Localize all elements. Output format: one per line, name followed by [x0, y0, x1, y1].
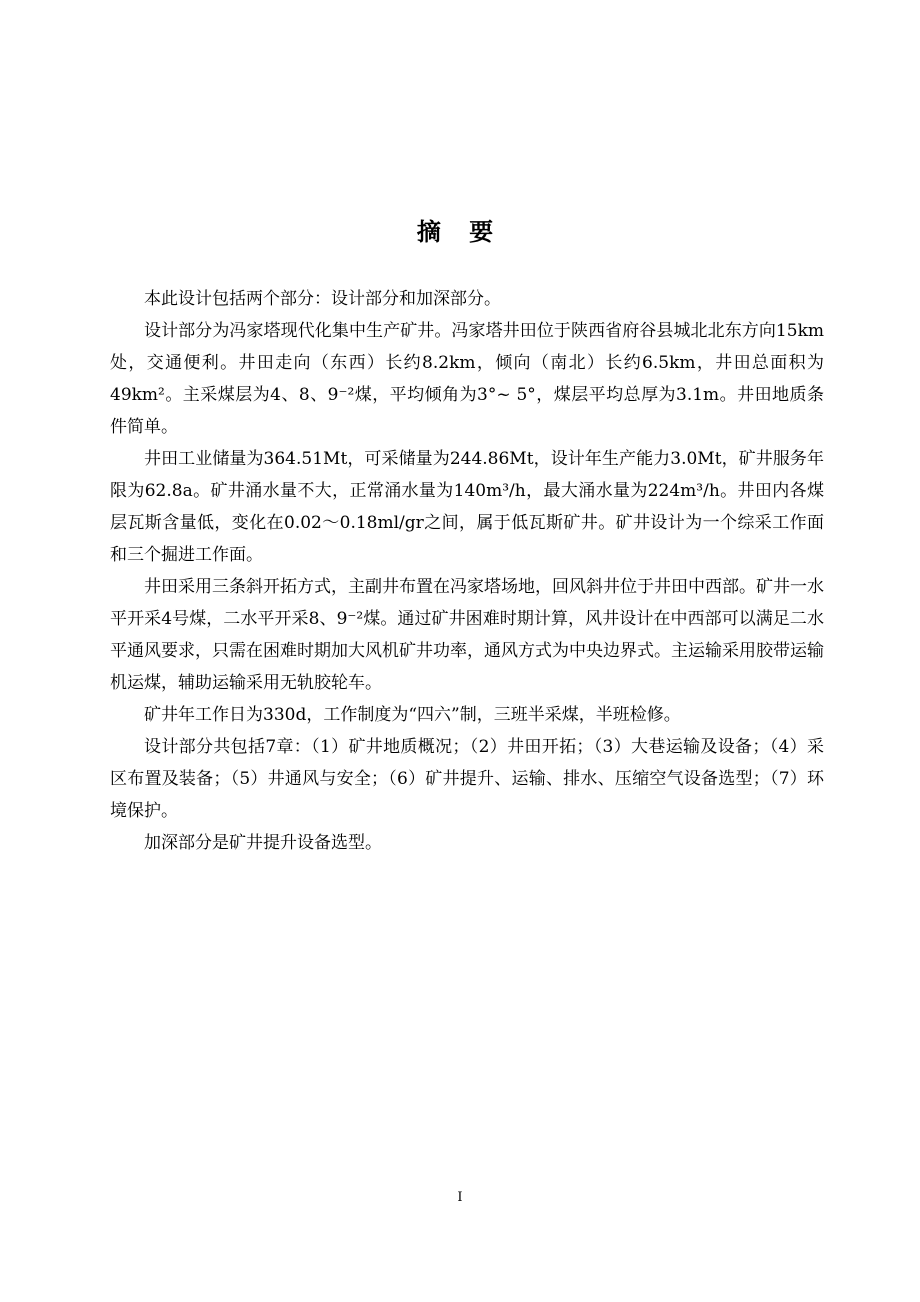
- paragraph-mine-location: 设计部分为冯家塔现代化集中生产矿井。冯家塔井田位于陕西省府谷县城北北东方向15km处，交通便利。井田走向（东西）长约8.2km，倾向（南北）长约6.5km，井田总面积为49km²。主采煤层为4、8、9⁻²煤，平均倾角为3°~ 5°，煤层平均总厚为3.1m。井田地质条件简单。: [110, 321, 824, 437]
- paragraph-scope: 本此设计包括两个部分：设计部分和加深部分。: [144, 289, 501, 309]
- paragraph-extension: 加深部分是矿井提升设备选型。: [144, 833, 382, 853]
- abstract-title: 摘 要: [416, 218, 504, 246]
- paragraph-work-schedule: 矿井年工作日为330d，工作制度为“四六”制，三班半采煤，半班检修。: [144, 705, 681, 725]
- abstract-body: [110, 283, 824, 859]
- paragraph-chapters: 设计部分共包括7章：（1）矿井地质概况；（2）井田开拓；（3）大巷运输及设备；（4）采区布置及装备；（5）井通风与安全；（6）矿井提升、运输、排水、压缩空气设备选型；（7）环境保护。: [110, 737, 824, 821]
- paragraph-development: 井田采用三条斜开拓方式，主副井布置在冯家塔场地，回风斜井位于井田中西部。矿井一水平开采4号煤，二水平开采8、9⁻²煤。通过矿井困难时期计算，风井设计在中西部可以满足二水平通风要求，只需在困难时期加大风机矿井功率，通风方式为中央边界式。主运输采用胶带运输机运煤，辅助运输采用无轨胶轮车。: [110, 577, 824, 693]
- paragraph-reserves: 井田工业储量为364.51Mt，可采储量为244.86Mt，设计年生产能力3.0Mt，矿井服务年限为62.8a。矿井涌水量不大，正常涌水量为140m³/h，最大涌水量为224m³/h。井田内各煤层瓦斯含量低，变化在0.02～0.18ml/gr之间，属于低瓦斯矿井。矿井设计为一个综采工作面和三个掘进工作面。: [110, 449, 824, 565]
- page-number: I: [457, 1190, 463, 1205]
